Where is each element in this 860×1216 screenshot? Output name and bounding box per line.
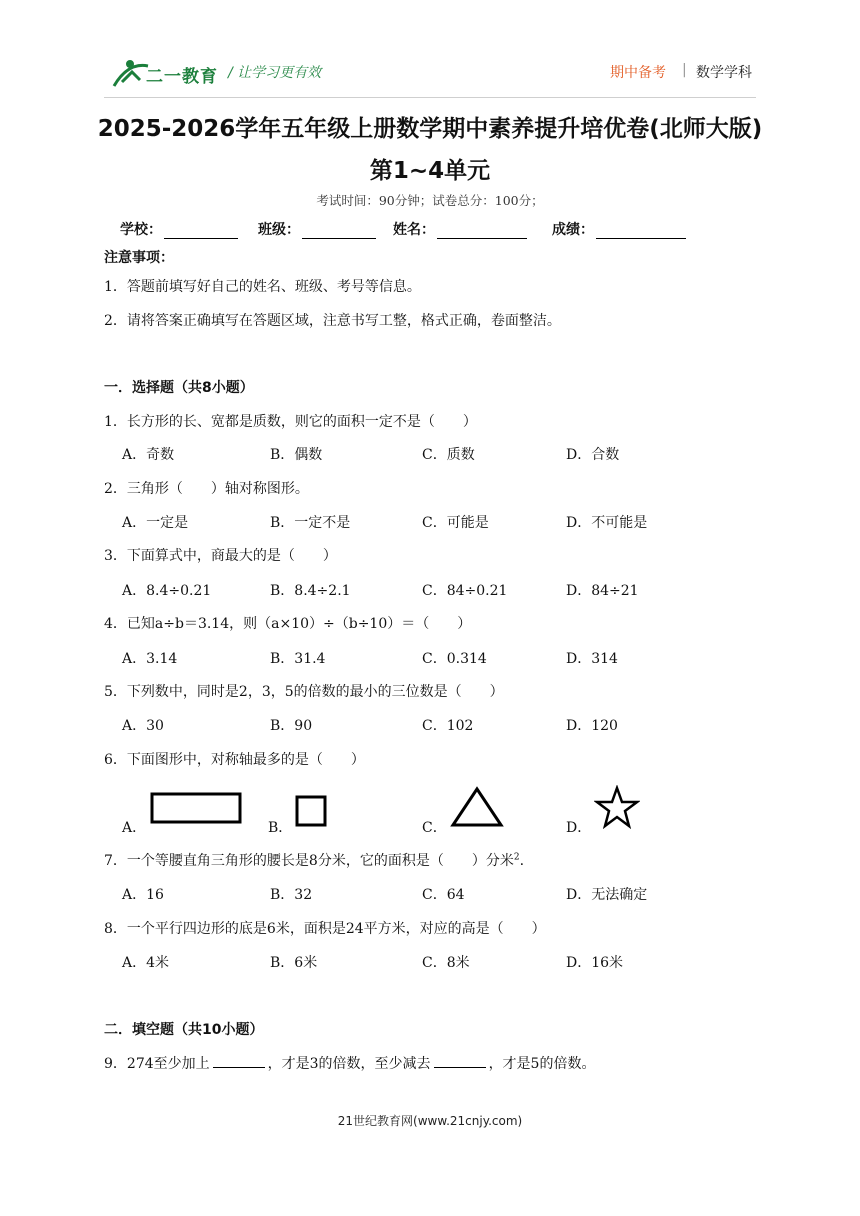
option[interactable]: B．8.4÷2.1 [270, 583, 351, 599]
option[interactable]: B．一定不是 [270, 515, 351, 531]
subject-label: 数学学科 [696, 65, 752, 81]
note-item: 2．请将答案正确填写在答题区域，注意书写工整，格式正确，卷面整洁。 [104, 313, 561, 329]
question-stem: 9．274至少加上 ，才是3的倍数，至少减去 ，才是5的倍数。 [104, 1056, 596, 1072]
answer-blank[interactable] [434, 1055, 486, 1068]
option[interactable]: D．合数 [566, 447, 620, 463]
header-rule [104, 97, 756, 98]
triangle-icon [450, 785, 504, 829]
exam-type-label: 期中备考 [610, 65, 666, 81]
question-stem: 3．下面算式中，商最大的是（ ） [104, 548, 337, 564]
question-stem: 5．下列数中，同时是2，3，5的倍数的最小的三位数是（ ） [104, 684, 504, 700]
option[interactable]: B．31.4 [270, 651, 326, 667]
option[interactable]: C．64 [422, 887, 465, 903]
answer-blank[interactable] [213, 1055, 265, 1068]
square-icon [294, 794, 328, 828]
star-icon [594, 785, 640, 829]
option[interactable]: A．8.4÷0.21 [122, 583, 212, 599]
page-footer: 21世纪教育网(www.21cnjy.com) [337, 1114, 523, 1128]
option[interactable]: C．8米 [422, 955, 470, 971]
header-divider: | [682, 62, 687, 78]
question-stem: 6．下面图形中，对称轴最多的是（ ） [104, 752, 365, 768]
paper-title: 2025-2026学年五年级上册数学期中素养提升培优卷(北师大版) [97, 116, 763, 142]
option[interactable]: D．无法确定 [566, 887, 648, 903]
section-heading: 一．选择题（共8小题） [104, 380, 254, 396]
exam-meta: 考试时间：90分钟；试卷总分：100分； [316, 193, 544, 208]
option[interactable]: C．84÷0.21 [422, 583, 508, 599]
brand-logo-text: 二一教育 [146, 67, 218, 87]
question-stem: 4．已知a÷b＝3.14，则（a×10）÷（b÷10）＝（ ） [104, 616, 472, 632]
option[interactable]: A． [122, 820, 147, 836]
option[interactable]: B．6米 [270, 955, 318, 971]
option[interactable]: C．可能是 [422, 515, 489, 531]
option[interactable]: D．84÷21 [566, 583, 639, 599]
option[interactable]: C．质数 [422, 447, 475, 463]
rectangle-icon [150, 791, 242, 825]
option[interactable]: D．120 [566, 718, 618, 734]
note-item: 1．答题前填写好自己的姓名、班级、考号等信息。 [104, 279, 421, 295]
option[interactable]: B．32 [270, 887, 313, 903]
option[interactable]: B．偶数 [270, 447, 323, 463]
question-stem: 8．一个平行四边形的底是6米，面积是24平方米，对应的高是（ ） [104, 921, 546, 937]
school-field[interactable]: 学校： [120, 219, 238, 239]
question-stem: 7．一个等腰直角三角形的腰长是8分米，它的面积是（ ）分米$^2$. [104, 852, 525, 869]
paper-subtitle: 第1~4单元 [369, 158, 491, 184]
score-field[interactable]: 成绩： [552, 219, 686, 239]
option[interactable]: A．一定是 [122, 515, 189, 531]
option[interactable]: A．16 [122, 887, 164, 903]
slogan: / 让学习更有效 [228, 65, 322, 81]
option[interactable]: A．奇数 [122, 447, 175, 463]
option[interactable]: B．90 [270, 718, 313, 734]
option[interactable]: D． [566, 820, 592, 836]
section-heading: 二．填空题（共10小题） [104, 1022, 264, 1038]
name-field[interactable]: 姓名： [393, 219, 527, 239]
option[interactable]: B． [268, 820, 293, 836]
option[interactable]: A．30 [122, 718, 164, 734]
option[interactable]: D．16米 [566, 955, 624, 971]
question-stem: 2．三角形（ ）轴对称图形。 [104, 481, 309, 497]
option[interactable]: C．102 [422, 718, 474, 734]
option[interactable]: A．3.14 [122, 651, 178, 667]
notes-heading: 注意事项： [104, 250, 174, 266]
option[interactable]: D．不可能是 [566, 515, 648, 531]
option[interactable]: C．0.314 [422, 651, 487, 667]
class-field[interactable]: 班级： [258, 219, 376, 239]
option[interactable]: D．314 [566, 651, 618, 667]
option[interactable]: C． [422, 820, 447, 836]
option[interactable]: A．4米 [122, 955, 170, 971]
question-stem: 1．长方形的长、宽都是质数，则它的面积一定不是（ ） [104, 414, 477, 430]
